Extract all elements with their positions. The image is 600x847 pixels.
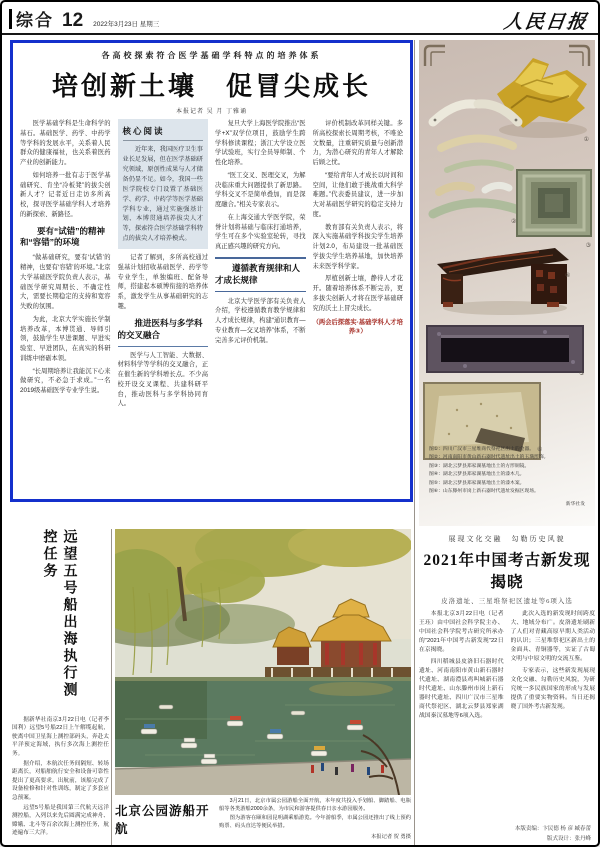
artifact-label: ⑥	[537, 447, 543, 453]
body-paragraph: 复旦大学上海医学院推出“医学+X”双学位项目，鼓励学生跨学科修读课程；浙江大学设立医学试验班，实行全员导师制、个性化培养。	[215, 120, 306, 166]
subhead-trial-error: 要有“试错”的精神和“容错”的环境	[20, 225, 106, 248]
yuanwang-article	[12, 529, 109, 847]
caption-paragraph: 图为游客在颐和园昆明湖乘船游览。今年游船季，市属公园还推出了线上预约购票、码头直达等便民举措。	[219, 814, 411, 829]
body-paragraph: 远望5号船是我国第三代航天远洋测控船，入列以来先后圆满完成神舟、嫦娥、北斗等百余次海上测控任务，航迹遍布三大洋。	[12, 804, 109, 837]
body-paragraph: “医工交叉、医理交叉，为解决临床重大问题提供了新思路。学科交叉不是简单叠加，而是深度融合。”相关专家表示。	[215, 171, 306, 208]
artifact-label: ③	[585, 243, 591, 249]
col3-bottom	[215, 297, 306, 346]
yuanwang-headline-text: 远望五号船出海执行测控任务	[42, 529, 79, 699]
photographer-credit: 本报记者 贺 勇摄	[370, 833, 411, 840]
figure-captions	[429, 446, 587, 497]
body-paragraph: 在上海交通大学医学院，荣誉计划将基础与临床打通培养，学生可在多个实验室轮转，寻找真正感兴趣的研究方向。	[215, 213, 306, 250]
artifact-square-mirror-image	[515, 168, 593, 240]
editors-line: 本版责编：卞民德 杨 彦 臧春蕾	[514, 826, 591, 833]
col2-top	[118, 253, 209, 312]
body-paragraph: 据新华社南京3月22日电（记者李国利）远望5号船22日上午解缆起航，驶离中国卫星海上测控部码头，奔赴太平洋预定海域，执行多次海上测控任务。	[12, 717, 109, 757]
photo-news-title: 北京公园游船开航	[115, 803, 210, 836]
page-number: 12	[62, 10, 84, 31]
body-paragraph: 本报北京3月22日电（记者王珏）由中国社会科学院主办、中国社会科学院考古研究所承办的“2021年中国考古新发现”22日在京揭晓。	[419, 611, 504, 653]
figure-caption: 图④：湖北云梦县郑家湖墓地出土的漆木几。	[429, 472, 525, 478]
yuanwang-body	[12, 716, 109, 837]
vertical-rule-left	[111, 529, 112, 846]
figure-caption: 图③：湖北云梦县郑家湖墓地出土的方形铜镜。	[429, 463, 530, 469]
article-headline: 培创新土壤 促冒尖成长	[51, 71, 371, 101]
core-reading-box	[118, 119, 209, 249]
frame-corner-icon	[423, 44, 445, 66]
body-paragraph: 厚植创新土壤，静待人才花开。随着培养体系不断完善，更多拔尖创新人才将在医学基础研究的沃土上冒尖成长。	[312, 275, 403, 312]
figure-caption: 图①：四川广汉市三星堆商代祭祀区出土的金器。	[429, 447, 535, 452]
body-paragraph: 北京大学医学部有关负责人介绍，学校遵循教育教学规律和人才成长规律，构建“通识教育—专业教育—交叉培养”体系，不断完善多元评价机制。	[215, 297, 306, 344]
archaeology-body	[419, 610, 595, 822]
body-paragraph: 为此，北京大学实施长学制培养改革，本博贯通、导师引领，鼓励学生早进课题、早进实验室、早进团队，在真实的科研训练中磨砺本领。	[20, 315, 111, 362]
col1-top	[20, 119, 111, 220]
caption-paragraph: 3月21日，北京市属公园游船全面开航，本年度共投入手划船、脚踏船、电瓶船等各类游船2000余条，为市民和游客提供春日亲水游园服务。	[219, 798, 411, 812]
artifact-lacquer-tray-image	[425, 322, 587, 378]
body-paragraph: 专家表示，这些新发现展现文化交融、勾勒历史风貌，为研究统一多民族国家的形成与发展提供了重要实物资料。当日还揭晓了国外考古新发现。	[510, 667, 595, 710]
archaeology-subhead: 皮洛遗址、三星堆祭祀区遗址等6项入选	[441, 598, 573, 605]
subhead-cross-discipline: 推进医科与多学科的交叉融合	[118, 318, 209, 347]
artifact-jade-arcs-image	[425, 94, 527, 226]
archaeology-kicker: 展现文化交融 勾勒历史风貌	[448, 536, 566, 543]
body-paragraph: 如何培养一批有志于医学基础研究、肯坐“冷板凳”的拔尖创新人才？记者近日走访多所高校，探寻医学基础学科人才培养的新探索、新路径。	[20, 171, 111, 218]
archaeology-column-1	[419, 610, 504, 822]
archaeology-column-2	[511, 610, 596, 822]
article-kicker: 各高校探索符合医学基础学科特点的培养体系	[101, 51, 322, 60]
park-boats-photo	[115, 529, 411, 795]
body-paragraph: “长周期培养让我能沉下心来做研究，不必急于求成。”一名2019级基础医学专业学生说。	[20, 367, 111, 395]
body-paragraph: “要给青年人才成长以时间和空间，让他们敢于挑战重大科学难题。”代表委员建议，进一步加大对基础医学研究的稳定支持力度。	[312, 171, 403, 218]
artifact-label: ⑤	[579, 371, 585, 377]
body-paragraph: 医学基础学科是生命科学的基石。基础医学、药学、中药学等学科的发展水平，关系着人民群众的健康福祉，也关系着医药产业的创新能力。	[20, 120, 111, 166]
core-reading-rule	[123, 140, 204, 141]
photo-caption-text	[219, 798, 411, 840]
section-label: 综合	[16, 11, 54, 30]
page-credits	[419, 822, 595, 846]
section-bar-icon	[9, 9, 12, 29]
artifact-photo-panel	[419, 40, 595, 526]
artifact-lacquer-bench-image	[427, 238, 579, 318]
masthead-logo: 人民日报	[502, 11, 590, 33]
subhead-education-law: 遵循教育规律和人才成长规律	[215, 257, 306, 292]
yuanwang-headline-vertical	[12, 529, 109, 711]
body-paragraph: “做基础研究，要有‘试错’的精神，也要有‘容错’的环境。”北京大学基础医学院负责人表示，基础医学研究周期长、不确定性大，需要长期稳定的支持和宽容失败的氛围。	[20, 254, 111, 311]
section-block	[9, 6, 159, 32]
core-reading-title: 核心阅读	[122, 126, 165, 136]
article-columns	[20, 119, 403, 471]
col1-bottom	[20, 253, 111, 396]
artifact-label: ①	[583, 137, 589, 143]
archaeology-headline: 2021年中国考古新发现揭晓	[423, 552, 591, 591]
article-column-1	[20, 119, 111, 471]
figure-caption: 图⑥：山东滕州市岗上新石器时代遗址发掘区现场。	[429, 489, 539, 495]
figure-caption: 图②：河南南阳市黄山新石器时代遗址出土的玉璜形饰。	[429, 455, 549, 461]
series-tag: （两会后探落实·基础学科人才培养③）	[312, 319, 403, 336]
artifact-label: ②	[511, 219, 517, 225]
photo-caption-row	[115, 798, 411, 840]
page-header	[2, 2, 598, 35]
artifact-label: ④	[565, 273, 571, 279]
photo-news-block	[115, 529, 411, 847]
article-column-2	[118, 119, 209, 471]
body-paragraph: 据介绍，本航次任务间隔短、转场距离长，对船舶航行安全和设备可靠性提出了更高要求。出航前，该船完成了设备检修和针对性训练，制定了多套应急预案。	[12, 760, 109, 801]
body-paragraph: 记者了解到，多所高校通过强基计划招收基础医学、药学等专业学生，单独编班、配备导师，搭建起本硕博衔接的培养体系，激发学生从事基础研究的志趣。	[117, 254, 208, 310]
designer-line: 版式设计：张丹峰	[546, 835, 591, 842]
body-paragraph: 教育部有关负责人表示，将深入实施基础学科拔尖学生培养计划2.0，布局建设一批基础医学拔尖学生培养基地，加快培养未来医学科学家。	[312, 223, 403, 270]
photo-credit: 新华社发	[565, 502, 585, 507]
main-article-highlighted	[10, 40, 413, 502]
body-paragraph: 四川稻城县皮洛旧石器时代遗址、河南南阳市黄山新石器时代遗址、湖南澧县鸡叫城新石器时代遗址、山东滕州市岗上新石器时代遗址、四川广汉市三星堆商代祭祀区、湖北云梦县郑家湖战国秦汉墓地等6项入选。	[419, 658, 504, 719]
date-line: 2022年3月23日 星期三	[93, 21, 160, 28]
col2-bottom	[118, 351, 209, 410]
core-reading-text: 近年来，我国医疗卫生事业长足发展，但在医学基础研究领域，原创性成果与人才储备仍显不足。如今，我国一些医学院校专门设置了基础医学、药学、中药学等医学基础学科专业，通过实施强基计划、本博贯通培养拔尖人才等，探索符合医学基础学科特点的拔尖人才培养模式。	[122, 146, 203, 243]
figure-caption: 图⑤：湖北云梦县郑家湖墓地出土的漆木案。	[429, 480, 525, 486]
col3-top	[215, 119, 306, 252]
article-column-4	[313, 119, 404, 471]
col4-body	[313, 119, 404, 313]
body-paragraph: 医学与人工智能、大数据、材料科学等学科的交叉融合，正在催生新的学科增长点。不少高校开设交叉课程、共建科研平台，推动医科与多学科协同育人。	[117, 351, 208, 408]
vertical-rule-right	[414, 40, 415, 846]
body-paragraph: 评价机制改革同样关键。多所高校探索长周期考核，不唯论文数量，注重研究质量与创新潜力，为潜心研究的青年人才解除后顾之忧。	[312, 120, 403, 166]
article-byline: 本报记者 吴 月 丁雅诵	[175, 109, 247, 115]
article-column-3	[215, 119, 306, 471]
right-column	[419, 40, 595, 846]
body-paragraph: 此次入选的新发现时间跨度大、地域分布广。皮洛遗址刷新了人们对青藏高原早期人类活动的认识；三星堆祭祀区新出土的金面具、青铜器等，实证了古蜀文明与中原文明的交流互鉴。	[510, 611, 595, 662]
